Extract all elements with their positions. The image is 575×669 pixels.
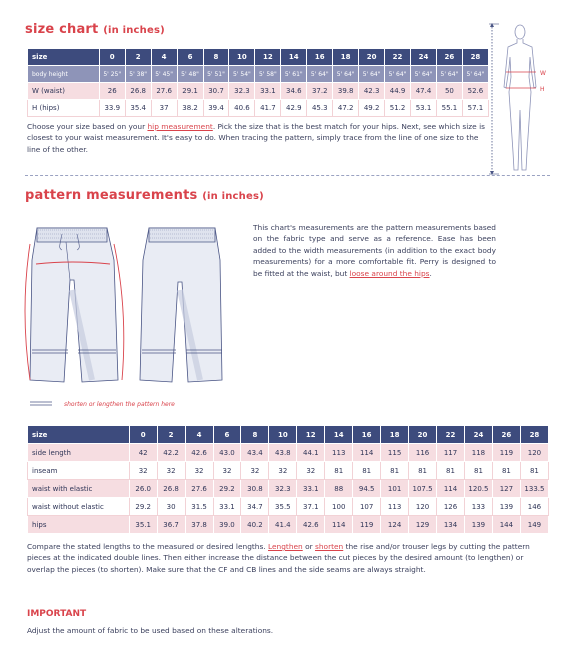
hip-measurement-link: hip measurement [147, 122, 213, 131]
table-row [28, 83, 489, 100]
value-cell: 139 [492, 498, 520, 516]
header-size-cell: 4 [185, 426, 213, 444]
value-cell: 134 [437, 516, 465, 534]
value-cell: 127 [492, 480, 520, 498]
pattern-unit: (in inches) [202, 191, 264, 202]
value-cell: 115 [381, 444, 409, 462]
header-size-cell: 4 [151, 49, 177, 66]
value-cell: 52.6 [462, 83, 488, 100]
size-chart-title-text: size chart [25, 22, 99, 37]
value-cell: 81 [520, 462, 548, 480]
value-cell: 5' 54" [229, 66, 255, 83]
table-row [28, 462, 549, 480]
value-cell: 81 [492, 462, 520, 480]
header-label-cell: size [28, 49, 100, 66]
row-label-cell: body height [28, 66, 100, 83]
value-cell: 32 [241, 462, 269, 480]
value-cell: 30.8 [241, 480, 269, 498]
value-cell: 31.5 [185, 498, 213, 516]
value-cell: 37.2 [307, 83, 333, 100]
row-label-cell: W (waist) [28, 83, 100, 100]
value-cell: 35.5 [269, 498, 297, 516]
header-size-cell: 18 [381, 426, 409, 444]
value-cell: 34.7 [241, 498, 269, 516]
value-cell: 30 [157, 498, 185, 516]
value-cell: 29.2 [129, 498, 157, 516]
header-size-cell: 22 [385, 49, 411, 66]
value-cell: 5' 58" [255, 66, 281, 83]
value-cell: 129 [409, 516, 437, 534]
value-cell: 101 [381, 480, 409, 498]
value-cell: 5' 64" [385, 66, 411, 83]
value-cell: 42.9 [281, 100, 307, 117]
table-row [28, 480, 549, 498]
value-cell: 37.1 [297, 498, 325, 516]
value-cell: 40.2 [241, 516, 269, 534]
value-cell: 120 [409, 498, 437, 516]
value-cell: 81 [437, 462, 465, 480]
header-size-cell: 8 [241, 426, 269, 444]
value-cell: 26.8 [125, 83, 151, 100]
header-size-cell: 12 [255, 49, 281, 66]
header-size-cell: 28 [462, 49, 488, 66]
header-label-cell: size [28, 426, 130, 444]
pattern-measurements-table [27, 425, 549, 534]
value-cell: 113 [381, 498, 409, 516]
value-cell: 114 [353, 444, 381, 462]
waist-label: W [540, 70, 546, 77]
header-size-cell: 26 [436, 49, 462, 66]
loose-around-hips-link: loose around the hips [349, 268, 430, 278]
value-cell: 5' 51" [203, 66, 229, 83]
value-cell: 5' 64" [436, 66, 462, 83]
value-cell: 43.0 [213, 444, 241, 462]
value-cell: 26.0 [129, 480, 157, 498]
body-figure-illustration [486, 22, 548, 178]
value-cell: 33.9 [99, 100, 125, 117]
value-cell: 5' 64" [307, 66, 333, 83]
value-cell: 42.6 [185, 444, 213, 462]
header-size-cell: 10 [269, 426, 297, 444]
value-cell: 126 [437, 498, 465, 516]
value-cell: 55.1 [436, 100, 462, 117]
divider-1 [25, 175, 550, 176]
value-cell: 5' 64" [462, 66, 488, 83]
value-cell: 44.9 [385, 83, 411, 100]
value-cell: 26 [99, 83, 125, 100]
value-cell: 120 [520, 444, 548, 462]
value-cell: 32 [129, 462, 157, 480]
row-label-cell: hips [28, 516, 130, 534]
value-cell: 5' 64" [411, 66, 437, 83]
value-cell: 33.1 [297, 480, 325, 498]
value-cell: 113 [325, 444, 353, 462]
value-cell: 5' 64" [333, 66, 359, 83]
value-cell: 35.4 [125, 100, 151, 117]
value-cell: 5' 64" [359, 66, 385, 83]
value-cell: 27.6 [185, 480, 213, 498]
value-cell: 5' 61" [281, 66, 307, 83]
header-size-cell: 14 [325, 426, 353, 444]
value-cell: 37 [151, 100, 177, 117]
header-size-cell: 24 [411, 49, 437, 66]
value-cell: 100 [325, 498, 353, 516]
value-cell: 53.1 [411, 100, 437, 117]
pattern-title-text: pattern measurements [25, 188, 198, 203]
header-size-cell: 16 [353, 426, 381, 444]
header-size-cell: 24 [464, 426, 492, 444]
value-cell: 49.2 [359, 100, 385, 117]
value-cell: 45.3 [307, 100, 333, 117]
header-size-cell: 6 [213, 426, 241, 444]
value-cell: 29.2 [213, 480, 241, 498]
value-cell: 38.2 [177, 100, 203, 117]
value-cell: 81 [325, 462, 353, 480]
size-chart-unit: (in inches) [103, 25, 165, 36]
value-cell: 42.3 [359, 83, 385, 100]
header-size-cell: 6 [177, 49, 203, 66]
header-size-cell: 20 [409, 426, 437, 444]
header-size-cell: 28 [520, 426, 548, 444]
row-label-cell: inseam [28, 462, 130, 480]
value-cell: 81 [464, 462, 492, 480]
header-size-cell: 22 [437, 426, 465, 444]
value-cell: 33.1 [213, 498, 241, 516]
value-cell: 119 [353, 516, 381, 534]
value-cell: 47.2 [333, 100, 359, 117]
value-cell: 40.6 [229, 100, 255, 117]
value-cell: 81 [353, 462, 381, 480]
value-cell: 43.8 [269, 444, 297, 462]
header-size-cell: 0 [99, 49, 125, 66]
header-size-cell: 2 [125, 49, 151, 66]
value-cell: 32 [213, 462, 241, 480]
header-size-cell: 10 [229, 49, 255, 66]
pattern-measurements-title [25, 188, 264, 203]
value-cell: 81 [381, 462, 409, 480]
important-text: Adjust the amount of fabric to be used based on these alterations. [27, 626, 274, 635]
value-cell: 44.1 [297, 444, 325, 462]
value-cell: 107.5 [409, 480, 437, 498]
value-cell: 32.3 [229, 83, 255, 100]
table-row [28, 444, 549, 462]
value-cell: 5' 48" [177, 66, 203, 83]
value-cell: 32.3 [269, 480, 297, 498]
value-cell: 35.1 [129, 516, 157, 534]
header-size-cell: 0 [129, 426, 157, 444]
value-cell: 50 [436, 83, 462, 100]
header-size-cell: 20 [359, 49, 385, 66]
value-cell: 39.8 [333, 83, 359, 100]
value-cell: 5' 45" [151, 66, 177, 83]
row-label-cell: side length [28, 444, 130, 462]
value-cell: 33.1 [255, 83, 281, 100]
table-row [28, 516, 549, 534]
value-cell: 42.2 [157, 444, 185, 462]
value-cell: 32 [157, 462, 185, 480]
value-cell: 81 [409, 462, 437, 480]
table-row [28, 100, 489, 117]
value-cell: 133 [464, 498, 492, 516]
table-row [28, 66, 489, 83]
value-cell: 41.7 [255, 100, 281, 117]
header-size-cell: 2 [157, 426, 185, 444]
value-cell: 34.6 [281, 83, 307, 100]
lengthen-link: Lengthen [268, 542, 303, 551]
value-cell: 30.7 [203, 83, 229, 100]
table-header-row [28, 426, 549, 444]
header-size-cell: 26 [492, 426, 520, 444]
value-cell: 5' 38" [125, 66, 151, 83]
value-cell: 118 [464, 444, 492, 462]
value-cell: 42 [129, 444, 157, 462]
value-cell: 51.2 [385, 100, 411, 117]
value-cell: 41.4 [269, 516, 297, 534]
important-heading: IMPORTANT [27, 609, 87, 619]
value-cell: 47.4 [411, 83, 437, 100]
value-cell: 57.1 [462, 100, 488, 117]
value-cell: 117 [437, 444, 465, 462]
row-label-cell: waist with elastic [28, 480, 130, 498]
value-cell: 124 [381, 516, 409, 534]
value-cell: 120.5 [464, 480, 492, 498]
row-label-cell: waist without elastic [28, 498, 130, 516]
alteration-instructions: Compare the stated lengths to the measured or desired lengths. Lengthen or shorten the rise and/or trouser legs by cutting the pattern pieces at the indicated double lines. Then either increase the distance between the cut pieces by the desired amount (to lengthen) or overlap the pieces (to shorten). Make sure that the CF and CB lines and the side seams are always straight. [27, 542, 530, 574]
size-chart-instructions: Choose your size based on your hip measurement. Pick the size that is the best match for your hips. Next, see which size is closest to your waist measurement. It's easy to do. When tracing the pattern, simply trace from the line of one size to the line of the other. [27, 122, 485, 154]
header-size-cell: 12 [297, 426, 325, 444]
table-row [28, 498, 549, 516]
value-cell: 144 [492, 516, 520, 534]
value-cell: 114 [325, 516, 353, 534]
shorten-lengthen-legend: shorten or lengthen the pattern here [64, 401, 175, 408]
table-header-row [28, 49, 489, 66]
shorten-lengthen-legend-icon [30, 400, 52, 408]
value-cell: 27.6 [151, 83, 177, 100]
value-cell: 5' 25" [99, 66, 125, 83]
header-size-cell: 8 [203, 49, 229, 66]
row-label-cell: H (hips) [28, 100, 100, 117]
value-cell: 139 [464, 516, 492, 534]
value-cell: 119 [492, 444, 520, 462]
value-cell: 39.4 [203, 100, 229, 117]
value-cell: 133.5 [520, 480, 548, 498]
size-chart-table [27, 48, 489, 117]
value-cell: 107 [353, 498, 381, 516]
size-chart-title [25, 22, 165, 37]
hip-label: H [540, 86, 545, 93]
value-cell: 42.6 [297, 516, 325, 534]
value-cell: 149 [520, 516, 548, 534]
value-cell: 146 [520, 498, 548, 516]
value-cell: 116 [409, 444, 437, 462]
value-cell: 36.7 [157, 516, 185, 534]
value-cell: 26.8 [157, 480, 185, 498]
value-cell: 32 [269, 462, 297, 480]
pattern-pieces-illustration [22, 220, 227, 390]
value-cell: 29.1 [177, 83, 203, 100]
value-cell: 88 [325, 480, 353, 498]
header-size-cell: 16 [307, 49, 333, 66]
value-cell: 32 [297, 462, 325, 480]
shorten-link: shorten [315, 542, 344, 551]
pattern-description: This chart's measurements are the pattern measurements based on the fabric type and serve as a reference. Ease has been added to the width measurements (in addition to the exact body measurements) for a more comfortable fit. Perry is designed to be fitted at the waist, but loose around the hips. [253, 223, 496, 278]
value-cell: 32 [185, 462, 213, 480]
header-size-cell: 14 [281, 49, 307, 66]
value-cell: 39.0 [213, 516, 241, 534]
value-cell: 43.4 [241, 444, 269, 462]
value-cell: 94.5 [353, 480, 381, 498]
value-cell: 37.8 [185, 516, 213, 534]
header-size-cell: 18 [333, 49, 359, 66]
value-cell: 114 [437, 480, 465, 498]
